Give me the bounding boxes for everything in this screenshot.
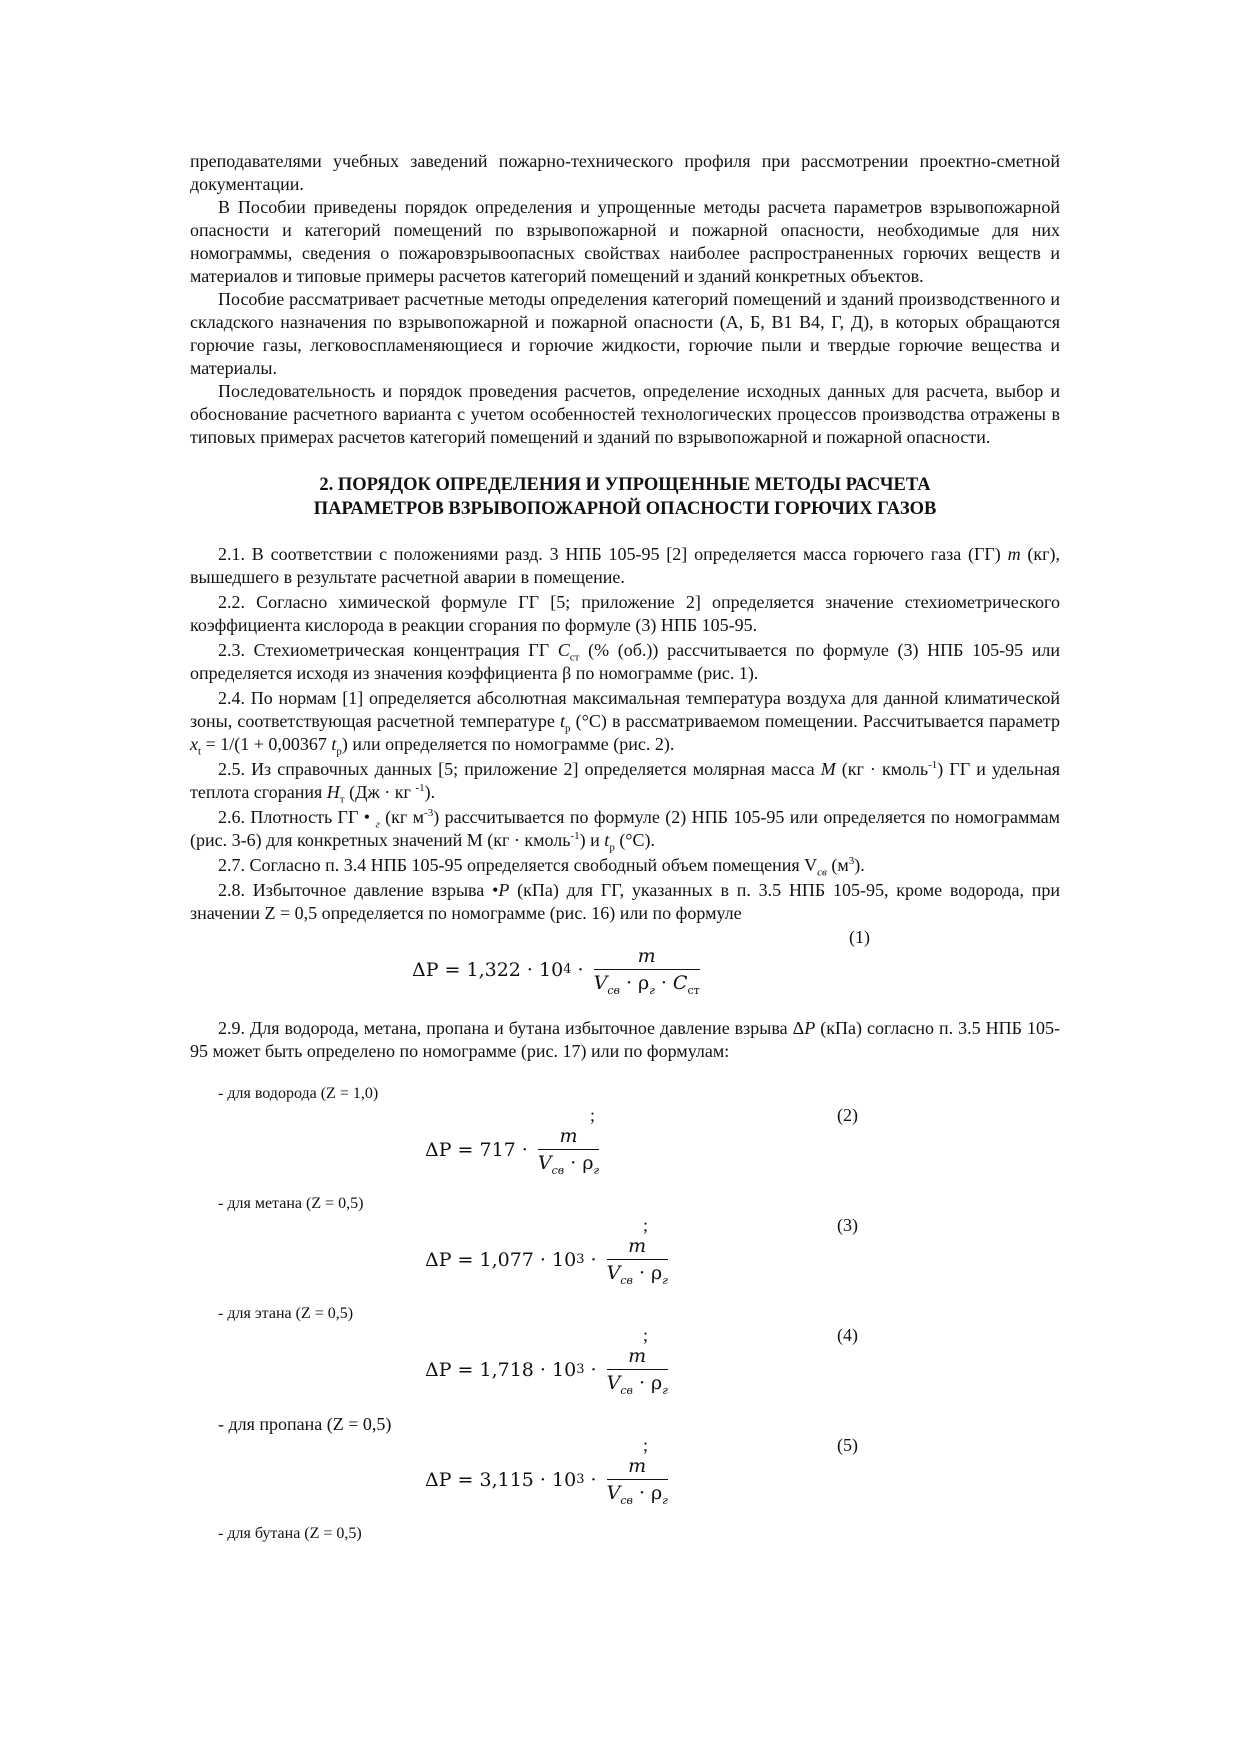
section-items [190,543,1060,925]
item-2-7: 2.7. Согласно п. 3.4 НПБ 105-95 определяется свободный объем помещения $V_{св}$ $(м^3)$. [218,855,865,879]
section-title-line-1: 2. ПОРЯДОК ОПРЕДЕЛЕНИЯ И УПРОЩЕННЫЕ МЕТОДЫ РАСЧЕТА [319,475,931,495]
formula-3-number: (3) [837,1215,858,1235]
intro-paragraph-2: В Пособии приведены порядок определения и упрощенные методы расчета параметров взрывопожарной опасности и категорий помещений по взрывопожарной и пожарной опасности, необходимые для них номограммы, сведения о пожаровзрывоопасных свойствах наиболее распространенных горючих веществ и материалов и типовые примеры расчетов категорий помещений и зданий конкретных объектов. [190,197,1060,286]
intro-paragraph-1: преподавателями учебных заведений пожарно-технического профиля при рассмотрении проектно-сметной документации. [190,151,1060,194]
formula-3 [190,1215,1060,1293]
formula-5-number: (5) [837,1435,858,1455]
formula-4-semicolon: ; [643,1325,649,1345]
formula-5 [190,1435,1060,1513]
intro-paragraph-4: Последовательность и порядок проведения расчетов, определение исходных данных для расчета, выбор и обоснование расчетного варианта с учетом особенностей технологических процессов производства отражены в типовых примерах расчетов категорий помещений и зданий по взрывопожарной и пожарной опасности. [190,381,1060,447]
item-2-8: 2.8. Избыточное давление взрыва •P (кПа) для ГГ, указанных в п. 3.5 НПБ 105-95, кроме водорода, при значении Z = 0,5 определяется по номограмме (рис. 16) или по формуле [190,880,1061,923]
caption-ethane: - для этана (Z = 0,5) [218,1305,354,1322]
formula-5-semicolon: ; [643,1435,649,1455]
formula-4-number: (4) [837,1325,858,1345]
formula-1-expression: ΔP = 1,322 · 10 4 · $\frac{m}{V_{св} \cdot \rho_г \cdot C_{ст}}$ [412,945,700,997]
formula-2-number: (2) [837,1105,858,1125]
section-title [190,473,1060,521]
intro-paragraph-3: Пособие рассматривает расчетные методы определения категорий помещений и зданий производственного и складского назначения по взрывопожарной и пожарной опасности (А, Б, В1 В4, Г, Д), в которых обращаются горючие газы, легковоспламеняющиеся и горючие жидкости, горючие пыли и твердые горючие вещества и материалы. [190,289,1060,378]
formula-1 [190,927,1060,1013]
formula-3-expression: ΔP = 1,077 · 10 3 · $\frac{m}{V_{св} \cdot \rho_г}$ [425,1235,668,1287]
item-2-1: 2.1. В соответствии с положениями разд. 3 НПБ 105-95 [2] определяется масса горючего газа (ГГ) m (кг), вышедшего в результате расчетной аварии в помещение. [190,544,1060,587]
item-2-9: 2.9. Для водорода, метана, пропана и бутана избыточное давление взрыва ΔP (кПа) согласно п. 3.5 НПБ 105-95 может быть определено по номограмме (рис. 17) или по формулам: [190,1018,1060,1061]
formula-3-semicolon: ; [643,1215,649,1235]
item-2-6: 2.6. Плотность ГГ • $_г$ (кг $м^{-3}$) рассчитывается по формуле (2) НПБ 105-95 или определяется по номограммам (рис. 3-6) для конкретных значений М (кг · кмоль$^{-1}$) и $t_р$ (°С). [190,807,1060,854]
caption-methane: - для метана (Z = 0,5) [218,1195,364,1212]
document-page [190,150,1060,1545]
formula-2-semicolon: ; [590,1105,596,1125]
caption-propane: - для пропана (Z = 0,5) [218,1414,392,1434]
caption-hydrogen: - для водорода (Z = 1,0) [218,1085,379,1102]
formula-4-expression: ΔP = 1,718 · 10 3 · $\frac{m}{V_{св} \cdot \rho_г}$ [425,1345,668,1397]
item-2-3: 2.3. Стехиометрическая концентрация ГГ $C_{ст}$ (% (об.)) рассчитывается по формуле (3) НПБ 105-95 или определяется исходя из значения коэффициента β по номограмме (рис. 1). [190,640,1060,683]
section-title-line-2: ПАРАМЕТРОВ ВЗРЫВОПОЖАРНОЙ ОПАСНОСТИ ГОРЮЧИХ ГАЗОВ [313,499,937,519]
caption-butane: - для бутана (Z = 0,5) [218,1525,362,1542]
formula-5-expression: ΔP = 3,115 · 10 3 · $\frac{m}{V_{св} \cdot \rho_г}$ [425,1455,668,1507]
formula-4 [190,1325,1060,1403]
item-2-4: 2.4. По нормам [1] определяется абсолютная максимальная температура воздуха для данной климатической зоны, соответствующая расчетной температуре $t_р$ (°С) в рассматриваемом помещении. Рассчитывается параметр $x_t = 1/(1 + 0,00367$ $t_р$) или определяется по номограмме (рис. 2). [190,688,1061,758]
formula-1-number: (1) [849,927,870,947]
item-2-2: 2.2. Согласно химической формуле ГГ [5; приложение 2] определяется значение стехиометрического коэффициента кислорода в реакции сгорания по формуле (3) НПБ 105-95. [190,592,1060,635]
formula-2-expression: ΔP = 717 · $\frac{m}{V_{св} \cdot \rho_г}$ [425,1125,600,1177]
item-2-5: 2.5. Из справочных данных [5; приложение 2] определяется молярная масса М (кг · кмоль$^{-1}$) ГГ и удельная теплота сгорания $Н_т$ (Дж · кг $^{-1}$). [190,759,1060,806]
formula-2 [190,1105,1060,1183]
